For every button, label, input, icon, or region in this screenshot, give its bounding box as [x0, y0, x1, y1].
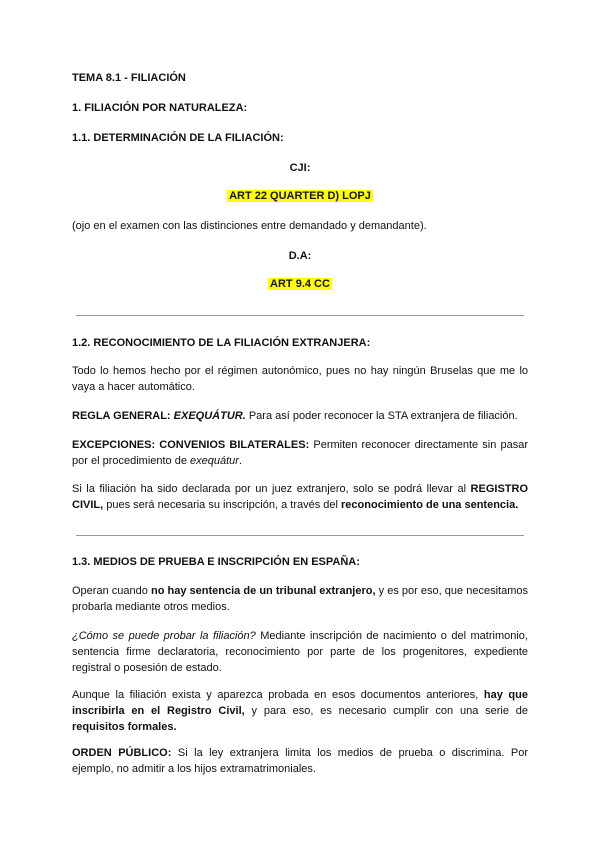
paragraph-operan: Operan cuando no hay sentencia de un tribunal extranjero, y es por eso, que necesitamos probarla mediante otros medios.	[72, 585, 529, 613]
cji-reference-row	[72, 188, 528, 204]
paragraph-general-rule	[72, 408, 528, 424]
general-rule-text: Para así poder reconocer la STA extranjera de filiación.	[245, 410, 518, 422]
heading-1-1: 1.1. DETERMINACIÓN DE LA FILIACIÓN:	[72, 132, 284, 144]
da-label: D.A:	[288, 250, 312, 262]
exceptions-exequatur-term: exequátur	[190, 455, 239, 467]
exequatur-term: EXEQUÁTUR.	[173, 410, 246, 422]
paragraph-public-order: ORDEN PÚBLICO: Si la ley extranjera limita los medios de prueba o discrimina. Por ejemplo, no admitir a los hijos extramatrimoniales.	[72, 747, 528, 775]
heading-1-3: 1.3. MEDIOS DE PRUEBA E INSCRIPCIÓN EN ESPAÑA:	[72, 556, 360, 568]
how-to-prove-question: ¿Cómo se puede probar la filiación?	[72, 630, 256, 642]
heading-1: 1. FILIACIÓN POR NATURALEZA:	[72, 102, 248, 114]
exceptions-label: EXCEPCIONES: CONVENIOS BILATERALES:	[72, 439, 310, 451]
paragraph-how-to-prove: ¿Cómo se puede probar la filiación? Mediante inscripción de nacimiento o del matrimonio, sentencia firme declaratoria, reconocimiento por parte de los progenitores, expediente registral o posesión de estado.	[72, 630, 528, 674]
exceptions-text: Permiten reconocer directamente sin pasar por el procedimiento de	[72, 439, 528, 467]
general-rule-label: REGLA GENERAL:	[72, 410, 171, 422]
da-reference: ART 9.4 CC	[270, 278, 330, 290]
paragraph-autonomic-regime: Todo lo hemos hecho por el régimen autonómico, pues no hay ningún Bruselas que me lo vaya a hacer automático.	[72, 365, 528, 393]
section-divider	[76, 315, 524, 316]
paragraph-registration: Aunque la filiación exista y aparezca probada en esos documentos anteriores, hay que inscribirla en el Registro Civil, y para eso, es necesario cumplir con una serie de requisitos formales.	[72, 689, 528, 733]
heading-1-2: 1.2. RECONOCIMIENTO DE LA FILIACIÓN EXTRANJERA:	[72, 337, 371, 349]
exam-note: (ojo en el examen con las distinciones entre demandado y demandante).	[72, 220, 427, 232]
document-title: TEMA 8.1 - FILIACIÓN	[72, 72, 186, 84]
paragraph-exceptions: EXCEPCIONES: CONVENIOS BILATERALES: Permiten reconocer directamente sin pasar por el procedimiento de exequátur.	[72, 439, 528, 467]
no-foreign-sentence-emphasis: no hay sentencia de un tribunal extranjero,	[150, 585, 376, 597]
cji-label: CJI:	[289, 162, 311, 174]
formal-requirements-emphasis: requisitos formales.	[72, 721, 177, 733]
cji-reference: ART 22 QUARTER D) LOPJ	[229, 190, 371, 202]
section-divider	[76, 535, 524, 536]
paragraph-foreign-judge: Si la filiación ha sido declarada por un juez extranjero, solo se podrá llevar al REGISTRO CIVIL, pues será necesaria su inscripción, a través del reconocimiento de una sentencia.	[72, 483, 528, 511]
public-order-label: ORDEN PÚBLICO:	[72, 747, 172, 759]
registro-civil-emphasis: REGISTRO CIVIL,	[72, 483, 528, 511]
recognition-emphasis: reconocimiento de una sentencia.	[341, 499, 519, 511]
da-reference-row	[72, 276, 528, 292]
registration-emphasis: hay que inscribirla en el Registro Civil,	[72, 689, 528, 717]
